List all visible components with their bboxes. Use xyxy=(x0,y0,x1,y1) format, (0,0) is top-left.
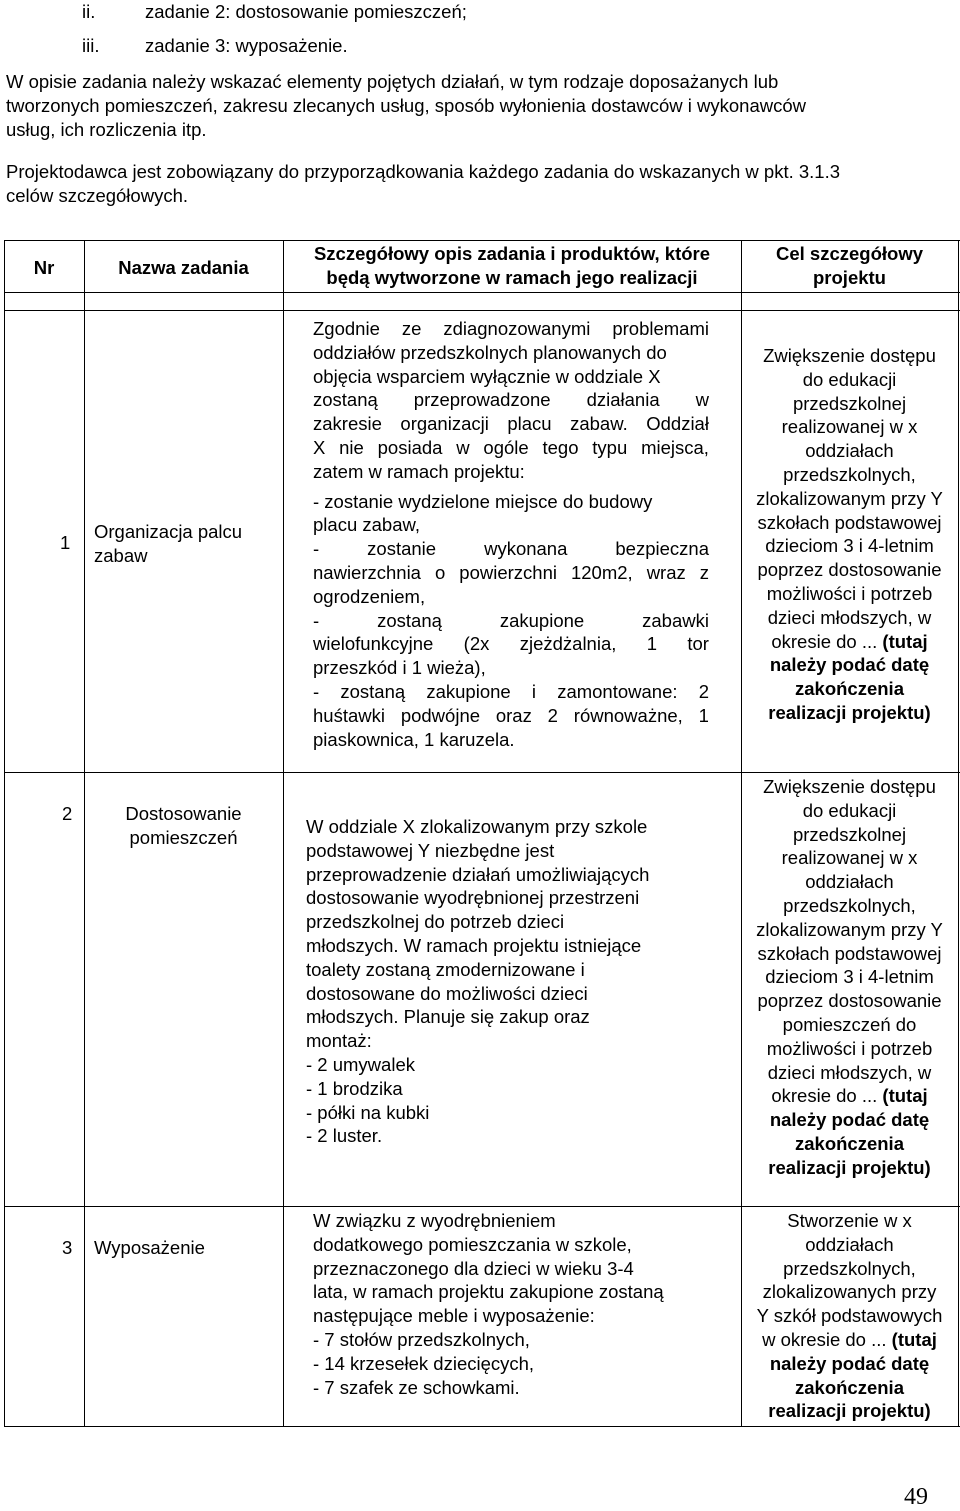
description-line: - zostanie wydzielone miejsce do budowy xyxy=(313,490,653,512)
task-name: pomieszczeń xyxy=(129,827,238,848)
goal-line: przedszkolnych, xyxy=(783,1257,916,1279)
goal-line: przedszkolnej xyxy=(792,823,907,845)
list-marker: iii. xyxy=(82,35,100,56)
goal-line: szkołach podstawowej xyxy=(757,942,942,964)
description-line: - 7 stołów przedszkolnych, xyxy=(313,1328,530,1350)
header-goal: Cel szczegółowy xyxy=(775,243,923,264)
goal-line-bold: zakończenia xyxy=(795,1376,904,1398)
description-line: dostosowanie wyodrębnionej przestrzeni xyxy=(306,887,640,909)
description-line: nawierzchnia o powierzchni 120m2, wraz z xyxy=(313,561,709,583)
paragraph-line: tworzonych pomieszczeń, zakresu zlecanych usług, sposób wyłonienia dostawców i wykonawców xyxy=(6,95,806,116)
goal-line: dzieciom 3 i 4-letnim xyxy=(765,535,934,557)
task-goal xyxy=(741,344,958,725)
goal-line: do edukacji xyxy=(802,799,897,821)
header-goal: projektu xyxy=(813,267,886,288)
paragraph-line: W opisie zadania należy wskazać elementy pojętych działań, w tym rodzaje doposażanych lub xyxy=(6,71,779,92)
goal-line: przedszkolnych, xyxy=(783,894,916,916)
goal-line: dzieciom 3 i 4-letnim xyxy=(765,966,934,988)
goal-line-bold: zakończenia xyxy=(795,1132,904,1154)
description-line: młodszych. Planuje się zakup oraz xyxy=(306,1006,590,1028)
row-number: 1 xyxy=(60,532,71,553)
list-marker: ii. xyxy=(82,1,96,22)
page-number: 49 xyxy=(904,1484,928,1510)
description-line: - 14 krzesełek dziecięcych, xyxy=(313,1352,535,1374)
description-line: huśtawki podwójne oraz 2 równoważne, 1 xyxy=(313,704,709,726)
description-line: - zostanie wykonana bezpieczna xyxy=(313,538,709,560)
description-line: - 7 szafek ze schowkami. xyxy=(313,1376,520,1398)
table-border xyxy=(4,772,960,773)
goal-line: Y szkół podstawowych xyxy=(756,1305,943,1327)
task-name: Wyposażenie xyxy=(94,1237,205,1258)
description-line: W oddziale X zlokalizowanym przy szkole xyxy=(306,816,648,837)
goal-line: zlokalizowanych przy xyxy=(762,1281,937,1303)
table-border xyxy=(4,1206,960,1207)
description-line: dodatkowego pomieszczania w szkole, xyxy=(313,1233,632,1255)
task-name: Dostosowanie xyxy=(125,803,242,824)
goal-line: w okresie do ... (tutaj xyxy=(762,1328,937,1350)
task-name: Organizacja palcu xyxy=(94,521,243,542)
description-line: przeszkód i 1 wieża), xyxy=(313,657,486,679)
table-border xyxy=(283,240,284,1427)
goal-line: przedszkolnej xyxy=(792,392,907,414)
paragraph-line: celów szczegółowych. xyxy=(6,185,188,206)
goal-line: oddziałach xyxy=(805,871,894,893)
goal-line-bold: zakończenia xyxy=(795,678,904,700)
description-line: Zgodnie ze zdiagnozowanymi problemami xyxy=(313,318,709,339)
task-goal xyxy=(741,775,958,1180)
goal-line: realizowanej w x xyxy=(781,416,918,438)
header-nr: Nr xyxy=(33,257,55,278)
description-line: zostaną przeprowadzone działania w xyxy=(313,389,709,411)
goal-line: zlokalizowanym przy Y xyxy=(756,487,943,509)
goal-line: Stworzenie w x xyxy=(787,1210,912,1231)
goal-line-bold: należy podać datę xyxy=(769,654,930,676)
description-line: - półki na kubki xyxy=(306,1101,430,1123)
table-border xyxy=(4,240,5,1427)
task-description xyxy=(313,1209,713,1399)
goal-line: zlokalizowanym przy Y xyxy=(756,918,943,940)
table-border xyxy=(4,240,960,241)
goal-line: dzieci młodszych, w xyxy=(767,1061,932,1083)
task-goal xyxy=(741,1209,958,1423)
description-line: ogrodzeniem, xyxy=(313,585,426,607)
goal-line: możliwości i potrzeb xyxy=(766,582,933,604)
goal-line: poprzez dostosowanie xyxy=(757,559,942,581)
goal-line: oddziałach xyxy=(805,1233,894,1255)
description-line: - 1 brodzika xyxy=(306,1077,403,1099)
goal-line: pomieszczeń do xyxy=(782,1013,917,1035)
goal-line: oddziałach xyxy=(805,440,894,462)
description-line: placu zabaw, xyxy=(313,514,420,536)
description-line: podstawowej Y niezbędne jest xyxy=(306,839,555,861)
list-item-text: zadanie 2: dostosowanie pomieszczeń; xyxy=(145,1,467,22)
header-description: Szczegółowy opis zadania i produktów, które xyxy=(313,243,711,264)
goal-line: możliwości i potrzeb xyxy=(766,1037,933,1059)
table-border xyxy=(4,1426,960,1427)
description-line: dostosowane do możliwości dzieci xyxy=(306,982,588,1004)
goal-line-bold: należy podać datę xyxy=(769,1352,930,1374)
table-border xyxy=(958,240,959,1427)
goal-line-bold: realizacji projektu) xyxy=(768,1156,931,1178)
description-line: lata, w ramach projektu zakupione zostaną xyxy=(313,1281,664,1303)
goal-line: okresie do ... (tutaj xyxy=(771,630,928,652)
description-line: - zostaną zakupione i zamontowane: 2 xyxy=(313,680,709,702)
description-line: przeznaczonego dla dzieci w wieku 3-4 xyxy=(313,1257,634,1279)
row-number: 3 xyxy=(62,1237,73,1258)
description-line: montaż: xyxy=(306,1030,372,1052)
description-line: przedszkolnej do potrzeb dzieci xyxy=(306,911,565,933)
paragraph-line: Projektodawca jest zobowiązany do przyporządkowania każdego zadania do wskazanych w pkt. 3.1.3 xyxy=(6,161,841,182)
description-line: - 2 umywalek xyxy=(306,1053,415,1075)
row-number: 2 xyxy=(62,803,73,824)
header-task-name: Nazwa zadania xyxy=(118,257,249,278)
goal-line-bold: realizacji projektu) xyxy=(768,1400,931,1422)
description-line: zakresie organizacji placu zabaw. Oddział xyxy=(313,413,709,435)
goal-line: dzieci młodszych, w xyxy=(767,606,932,628)
table-border xyxy=(4,310,960,311)
task-name: zabaw xyxy=(94,545,148,566)
description-line: oddziałów przedszkolnych planowanych do xyxy=(313,341,667,363)
header-description: będą wytworzone w ramach jego realizacji xyxy=(326,267,698,288)
task-description xyxy=(306,815,706,1148)
goal-line: Zwiększenie dostępu xyxy=(763,345,936,366)
table-border xyxy=(4,292,960,293)
list-item-text: zadanie 3: wyposażenie. xyxy=(145,35,348,56)
description-line: X nie posiada w ogóle tego typu miejsca, xyxy=(313,436,709,458)
goal-line: realizowanej w x xyxy=(781,847,918,869)
goal-line: poprzez dostosowanie xyxy=(757,990,942,1012)
description-line: młodszych. W ramach projektu istniejące xyxy=(306,934,642,956)
goal-line-bold: realizacji projektu) xyxy=(768,701,931,723)
goal-line: do edukacji xyxy=(802,368,897,390)
description-line: następujące meble i wyposażenie: xyxy=(313,1305,595,1327)
goal-line: przedszkolnych, xyxy=(783,463,916,485)
description-line: - zostaną zakupione zabawki xyxy=(313,609,709,631)
description-line: objęcia wsparciem wyłącznie w oddziale X xyxy=(313,365,661,387)
paragraph-line: usług, ich rozliczenia itp. xyxy=(6,119,207,140)
description-line: piaskownica, 1 karuzela. xyxy=(313,728,515,750)
description-line: toalety zostaną zmodernizowane i xyxy=(306,958,585,980)
goal-line: okresie do ... (tutaj xyxy=(771,1085,928,1107)
task-description xyxy=(313,317,709,751)
goal-line-bold: należy podać datę xyxy=(769,1109,930,1131)
description-line: W związku z wyodrębnieniem xyxy=(313,1210,556,1231)
description-line: zatem w ramach projektu: xyxy=(313,460,525,482)
description-line: wielofunkcyjne (2x zjeżdżalnia, 1 tor xyxy=(313,633,709,655)
description-line: przeprowadzenie działań umożliwiających xyxy=(306,863,650,885)
description-line: - 2 luster. xyxy=(306,1125,383,1147)
goal-line: Zwiększenie dostępu xyxy=(763,776,936,797)
goal-line: szkołach podstawowej xyxy=(757,511,942,533)
